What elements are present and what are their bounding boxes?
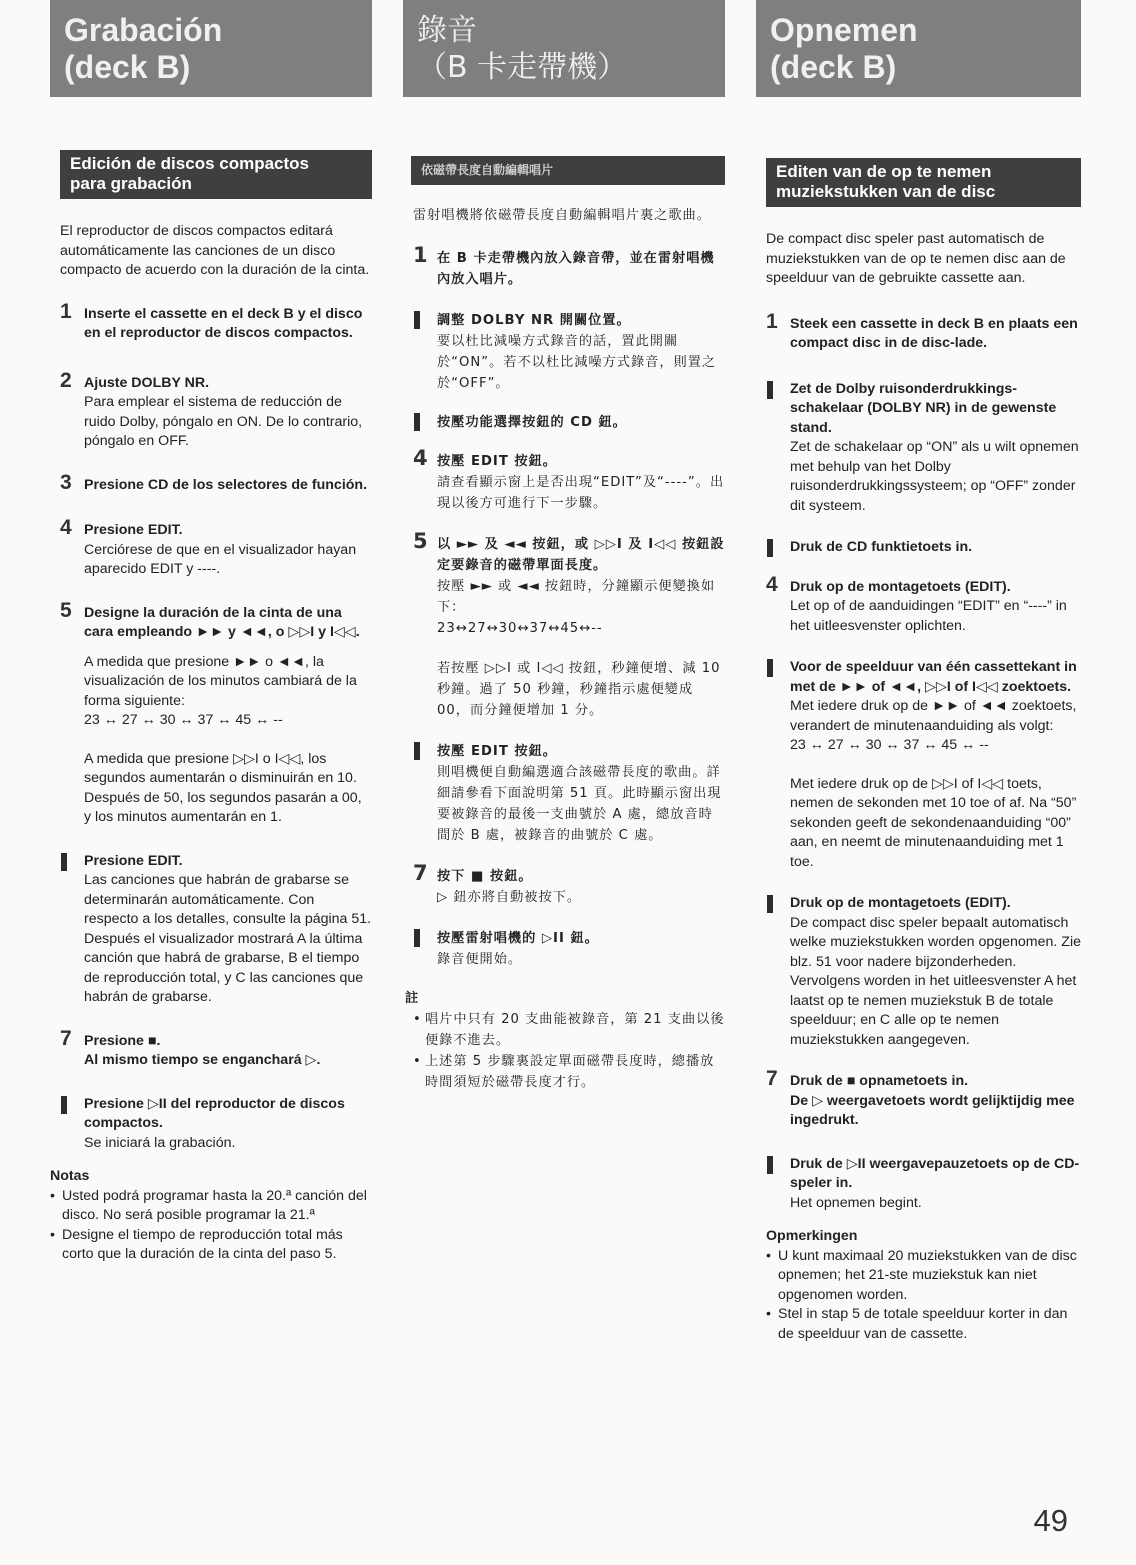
note-item: • U kunt maximaal 20 muziekstukken van de disc opnemen; het 21-ste muziekstuk kan niet opgenomen worden. [766,1247,1081,1306]
notes-heading: 註 [405,991,420,1006]
step-8-marker [767,1156,773,1174]
step-5-marker [767,659,773,677]
step-7: 7 Druk de ■ opnametoets in. De ▷ weergavetoets wordt gelijktijdig mee ingedrukt. [766,1067,1075,1128]
step-3: 按壓功能選擇按鈕的 CD 鈕。 [413,412,725,433]
section-content [766,230,1081,1344]
step-3: 3 Presione CD de los selectores de función. [60,470,368,494]
step-3: Druk de CD funktietoets in. [766,538,1081,558]
step-3-marker [414,413,420,431]
note-item: • 上述第 5 步驟裏設定單面磁帶長度時，總播放時間須短於磁帶長度才行。 [413,1051,725,1093]
section-banner: Opnemen (deck B) [756,0,1081,97]
intro-text: El reproductor de discos compactos editará automáticamente las canciones de un disco compacto de acuerdo con la duración de la cinta. [60,223,370,278]
section-content [50,222,372,1265]
step-1: 1 Inserte el cassette en el deck B y el disco en el reproductor de discos compactos. [60,299,363,341]
section-content [405,205,725,1093]
step-1: 1 Steek een cassette in deck B en plaats een compact disc in de disc-lade. [766,309,1078,351]
step-5: 5 以 ►► 及 ◄◄ 按鈕，或 ▷▷I 及 I◁◁ 按鈕設定要錄音的磁帶單面長度。 按壓 ►► 或 ◄◄ 按鈕時，分鐘顯示便變換如下： 23↔27↔30↔37↔45↔-- 若按壓 ▷▷I 或 I◁◁ 按鈕，秒鐘便增、減 10 秒鐘。過了 50 秒鐘，秒鐘指示處便變成00，而分鐘便增加 1 分。 [413,529,725,718]
step-5: Voor de speelduur van één cassettekant in met de ►► of ◄◄, ▷▷I of I◁◁ zoektoets. Met iedere druk op de ►► of ◄◄ zoektoets, verandert de minutenaanduiding als volgt: 23 ↔ 27 ↔ 30 ↔ 37 ↔ 45 ↔ -- Met iedere druk op de ▷▷I of I◁◁ toets, nemen de sekonden met 10 toe of af. Na “50” sekonden geeft de sekondenaanduiding “00” aan, en neemt de minutenaanduiding met 1 toe. [766,658,1081,872]
note-item: • Designe el tiempo de reproducción total más corto que la duración de la cinta del paso 5. [50,1226,372,1265]
note-item: • Stel in stap 5 de totale speelduur korter in dan de speelduur van de cassette. [766,1305,1081,1344]
step-2: Zet de Dolby ruisonderdrukkings-schakelaar (DOLBY NR) in de gewenste stand. Zet de schakelaar op “ON” als u wilt opnemen met behulp van het Dolby ruisonderdrukkingssysteem; op “OFF” zonder dit systeem. [766,380,1081,517]
notes-heading: Notas [50,1168,90,1184]
section-subheading: 依磁帶長度自動編輯唱片 [411,156,725,185]
step-7: 7 Presione ■. Al mismo tiempo se enganchará ▷. [60,1026,321,1068]
step-6-marker [767,895,773,913]
step-8-marker [61,1096,67,1114]
step-6: Druk op de montagetoets (EDIT). De compact disc speler bepaalt automatisch welke muziekstukken worden opgenomen. Zie blz. 51 voor nadere bijzonderheden. Vervolgens worden in het uitleesvenster A het laatst op te nemen muziekstuk B de totale speelduur; en C alle op te nemen muziekstukken aangegeven. [766,894,1081,1050]
note-item: • Usted podrá programar hasta la 20.ª canción del disco. No será posible programar la 21.ª [50,1187,372,1226]
step-2: 2 Ajuste DOLBY NR. Para emplear el sistema de reducción de ruido Dolby, póngalo en ON. De lo contrario, póngalo en OFF. [60,368,363,449]
section-banner: Grabación (deck B) [50,0,372,97]
step-4: 4 按壓 EDIT 按鈕。 請查看顯示窗上是否出現“EDIT”及“----”。出現以後方可進行下一步驟。 [413,446,725,511]
step-7: 7 按下 ■ 按鈕。 ▷ 鈕亦將自動被按下。 [413,861,582,905]
step-8: Presione ▷II del reproductor de discos compactos. Se iniciará la grabación. [60,1095,372,1154]
step-2: 調整 DOLBY NR 開關位置。 要以杜比減噪方式錄音的話，置此開關於“ON”。若不以杜比減噪方式錄音，則置之於“OFF”。 [413,310,725,394]
section-banner: 錄音 （B 卡走帶機） [403,0,725,97]
step-6: 按壓 EDIT 按鈕。 則唱機便自動編選適合該磁帶長度的歌曲。詳細請參看下面說明第 51 頁。此時顯示窗出現要被錄音的最後一支曲號於 A 處，總放音時間於 B 處，被錄音的曲號於 C 處。 [413,741,725,846]
section-subheading: Editen van de op te nemen muziekstukken van de disc [766,158,1081,207]
step-6-marker [414,742,420,760]
intro-text: 雷射唱機將依磁帶長度自動編輯唱片裏之歌曲。 [413,208,711,223]
note-item: • 唱片中只有 20 支曲能被錄音，第 21 支曲以後便錄不進去。 [413,1009,725,1051]
section-subheading: Edición de discos compactos para grabación [60,150,372,199]
step-8: Druk de ▷II weergavepauzetoets op de CD-speler in. Het opnemen begint. [766,1155,1081,1214]
notes-heading: Opmerkingen [766,1228,858,1244]
step-4: 4 Druk op de montagetoets (EDIT). Let op of de aanduidingen “EDIT” en “----” in het uitleesvenster oplichten. [766,572,1067,634]
intro-text: De compact disc speler past automatisch de muziekstukken van de op te nemen disc aan de speelduur van de gebruikte cassette aan. [766,231,1066,286]
step-6: Presione EDIT. Las canciones que habrán de grabarse se determinarán automáticamente. Con respecto a los detalles, consulte la página 51. Después el visualizador mostrará A la última canción que habrá de grabarse, B el tiempo de reproducción total, y C las canciones que habrán de grabarse. [60,852,372,1008]
step-4: 4 Presione EDIT. Cerciórese de que en el visualizador hayan aparecido EDIT y ----. [60,516,357,577]
step-8: 按壓雷射唱機的 ▷II 鈕。 錄音便開始。 [413,928,725,970]
step-6-marker [61,853,67,871]
page-number: 49 [1033,1503,1068,1538]
step-2-marker [414,311,420,329]
step-2-marker [767,381,773,399]
step-1: 1 在 B 卡走帶機內放入錄音帶，並在雷射唱機內放入唱片。 [413,243,715,287]
step-8-marker [414,929,420,947]
step-5: 5 Designe la duración de la cinta de una cara empleando ►► y ◄◄, o ▷▷I y I◁◁. A medida que presione ►► o ◄◄, la visualización de los minutos cambiará de la forma siguiente: 23 ↔ 27 ↔ 30 ↔ 37 ↔ 45 ↔ -- A medida que presione ▷▷I o I◁◁, los segundos aumentarán o disminuirán en 10. Después de 50, los segundos pasarán a 00, y los minutos aumentarán en 1. [60,598,362,825]
step-3-marker [767,539,773,557]
